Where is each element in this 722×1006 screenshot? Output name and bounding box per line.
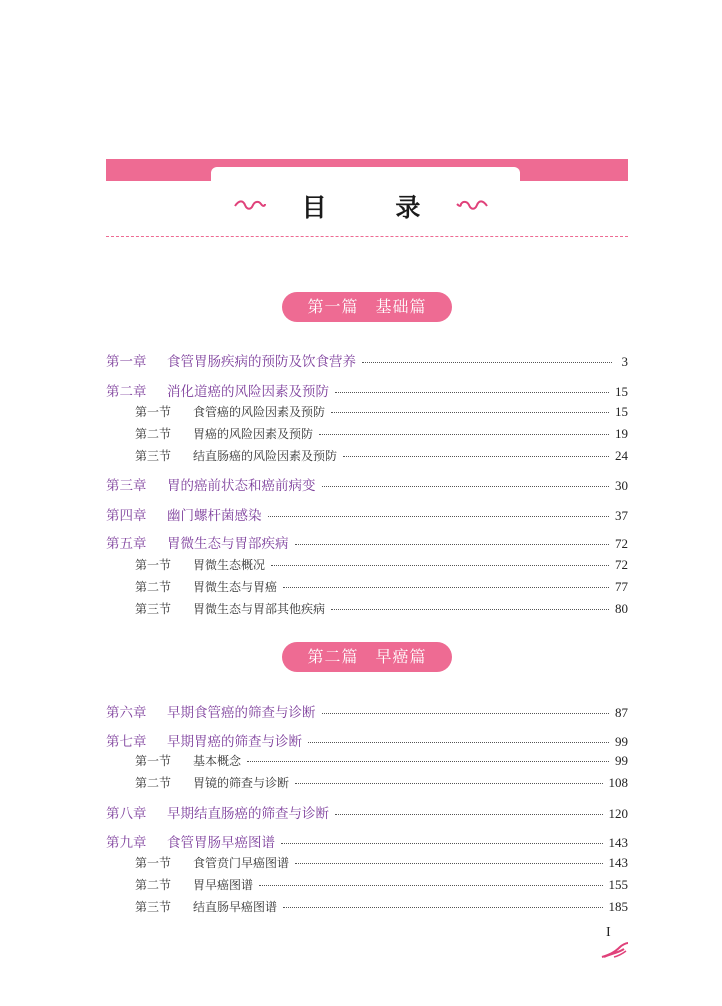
toc-chapter[interactable]: 第五章 胃微生态与胃部疾病 72 (106, 536, 628, 552)
page-number: I (606, 925, 611, 940)
toc-chapter[interactable]: 第二章 消化道癌的风险因素及预防 15 (106, 384, 628, 400)
toc-chapter[interactable]: 第七章 早期胃癌的筛查与诊断 99 (106, 734, 628, 750)
toc-chapter[interactable]: 第八章 早期结直肠癌的筛查与诊断 120 (106, 806, 628, 822)
page-title: 目 录 (301, 193, 451, 222)
toc-section[interactable]: 第三节 结直肠早癌图谱 185 (135, 899, 628, 914)
corner-ornament-icon (600, 941, 630, 963)
toc-chapter[interactable]: 第一章 食管胃肠疾病的预防及饮食营养 3 (106, 354, 628, 370)
toc-section[interactable]: 第二节 胃癌的风险因素及预防 19 (135, 426, 628, 441)
toc-section[interactable]: 第二节 胃早癌图谱 155 (135, 877, 628, 892)
part-heading-1: 第一篇 基础篇 (282, 292, 452, 322)
part-heading-2: 第二篇 早癌篇 (282, 642, 452, 672)
toc-section[interactable]: 第二节 胃微生态与胃癌 77 (135, 579, 628, 594)
toc-section[interactable]: 第一节 基本概念 99 (135, 753, 628, 768)
toc-section[interactable]: 第三节 结直肠癌的风险因素及预防 24 (135, 448, 628, 463)
toc-section[interactable]: 第二节 胃镜的筛查与诊断 108 (135, 775, 628, 790)
toc-section[interactable]: 第一节 食管癌的风险因素及预防 15 (135, 404, 628, 419)
right-flourish-icon (455, 196, 489, 217)
toc-section[interactable]: 第一节 食管贲门早癌图谱 143 (135, 855, 628, 870)
toc-chapter[interactable]: 第三章 胃的癌前状态和癌前病变 30 (106, 478, 628, 494)
toc-chapter[interactable]: 第四章 幽门螺杆菌感染 37 (106, 508, 628, 524)
title-block (0, 188, 722, 224)
toc-section[interactable]: 第三节 胃微生态与胃部其他疾病 80 (135, 601, 628, 616)
toc-chapter[interactable]: 第九章 食管胃肠早癌图谱 143 (106, 835, 628, 851)
toc-section[interactable]: 第一节 胃微生态概况 72 (135, 557, 628, 572)
toc-chapter[interactable]: 第六章 早期食管癌的筛查与诊断 87 (106, 705, 628, 721)
title-divider (106, 236, 628, 237)
left-flourish-icon (233, 196, 267, 217)
